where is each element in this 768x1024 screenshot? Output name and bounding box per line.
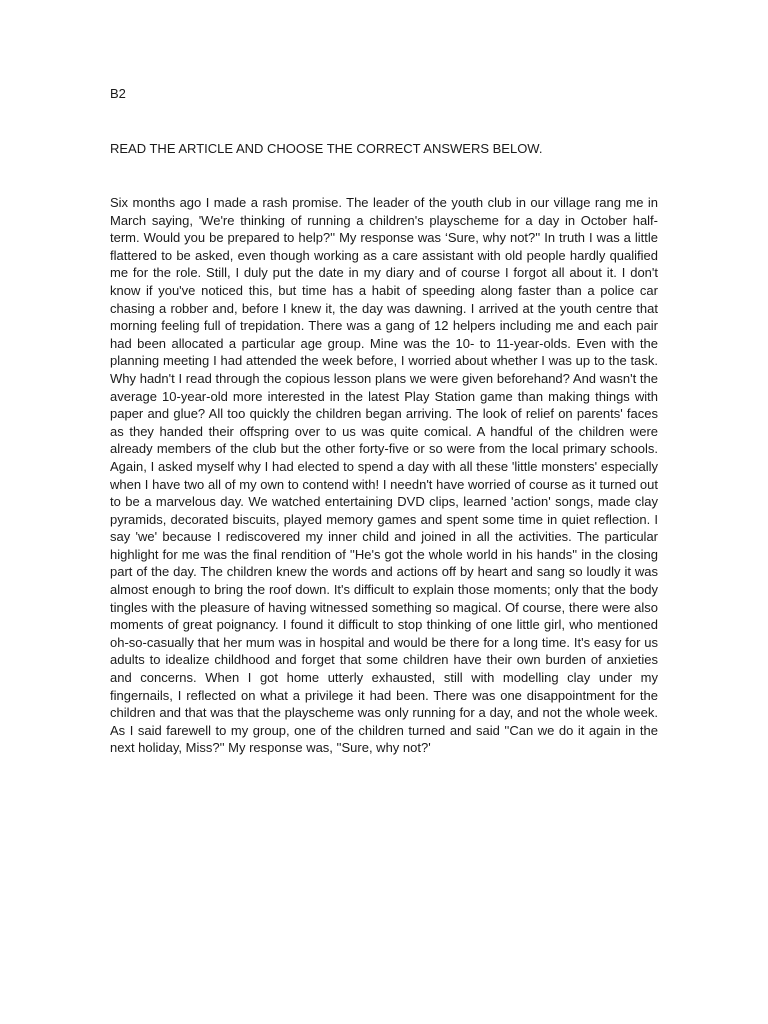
level-label: B2 [110, 86, 126, 101]
instruction-heading: READ THE ARTICLE AND CHOOSE THE CORRECT ANSWERS BELOW. [110, 141, 543, 156]
article-body: Six months ago I made a rash promise. The leader of the youth club in our village rang me in March saying, 'We're thinking of running a children's playscheme for a day in October half-term. Would you be prepared to help?'' My response was ‘Sure, why not?'' In truth I was a little flattered to be asked, even though working as a care assistant with old people hardly qualified me for the role. Still, I duly put the date in my diary and of course I forgot all about it. I don't know if you've noticed this, but time has a habit of speeding along faster than a police car chasing a robber and, before I knew it, the day was dawning. I arrived at the youth centre that morning feeling full of trepidation. There was a gang of 12 helpers including me and each pair had been allocated a particular age group. Mine was the 10- to 11-year-olds. Even with the planning meeting I had attended the week before, I worried about whether I was up to the task. Why hadn't I read through the copious lesson plans we were given beforehand? And wasn't the average 10-year-old more interested in the latest Play Station game than making things with paper and glue? All too quickly the children began arriving. The look of relief on parents' faces as they handed their offspring over to us was quite comical. A handful of the children were already members of the club but the other forty-five or so were from the local primary schools. Again, I asked myself why I had elected to spend a day with all these 'little monsters' especially when I have two all of my own to contend with! I needn't have worried of course as it turned out to be a marvelous day. We watched entertaining DVD clips, learned 'action' songs, made clay pyramids, decorated biscuits, played memory games and spent some time in quiet reflection. I say 'we' because I rediscovered my inner child and joined in all the activities. The particular highlight for me was the final rendition of ''He's got the whole world in his hands'' in the closing part of the day. The children knew the words and actions off by heart and sang so loudly it was almost enough to bring the roof down. It's difficult to explain those moments; only that the body tingles with the pleasure of having witnessed something so magical. Of course, there were also moments of great poignancy. I found it difficult to stop thinking of one little girl, who mentioned oh-so-casually that her mum was in hospital and would be there for a long time. It's easy for us adults to idealize childhood and forget that some children have their own burden of anxieties and concerns. When I got home utterly exhausted, still with modelling clay under my fingernails, I reflected on what a privilege it had been. There was one disappointment for the children and that was that the playscheme was only running for a day, and not the whole week. As I said farewell to my group, one of the children turned and said ''Can we do it again in the next holiday, Miss?'' My response was, ''Sure, why not?' [110, 195, 658, 756]
